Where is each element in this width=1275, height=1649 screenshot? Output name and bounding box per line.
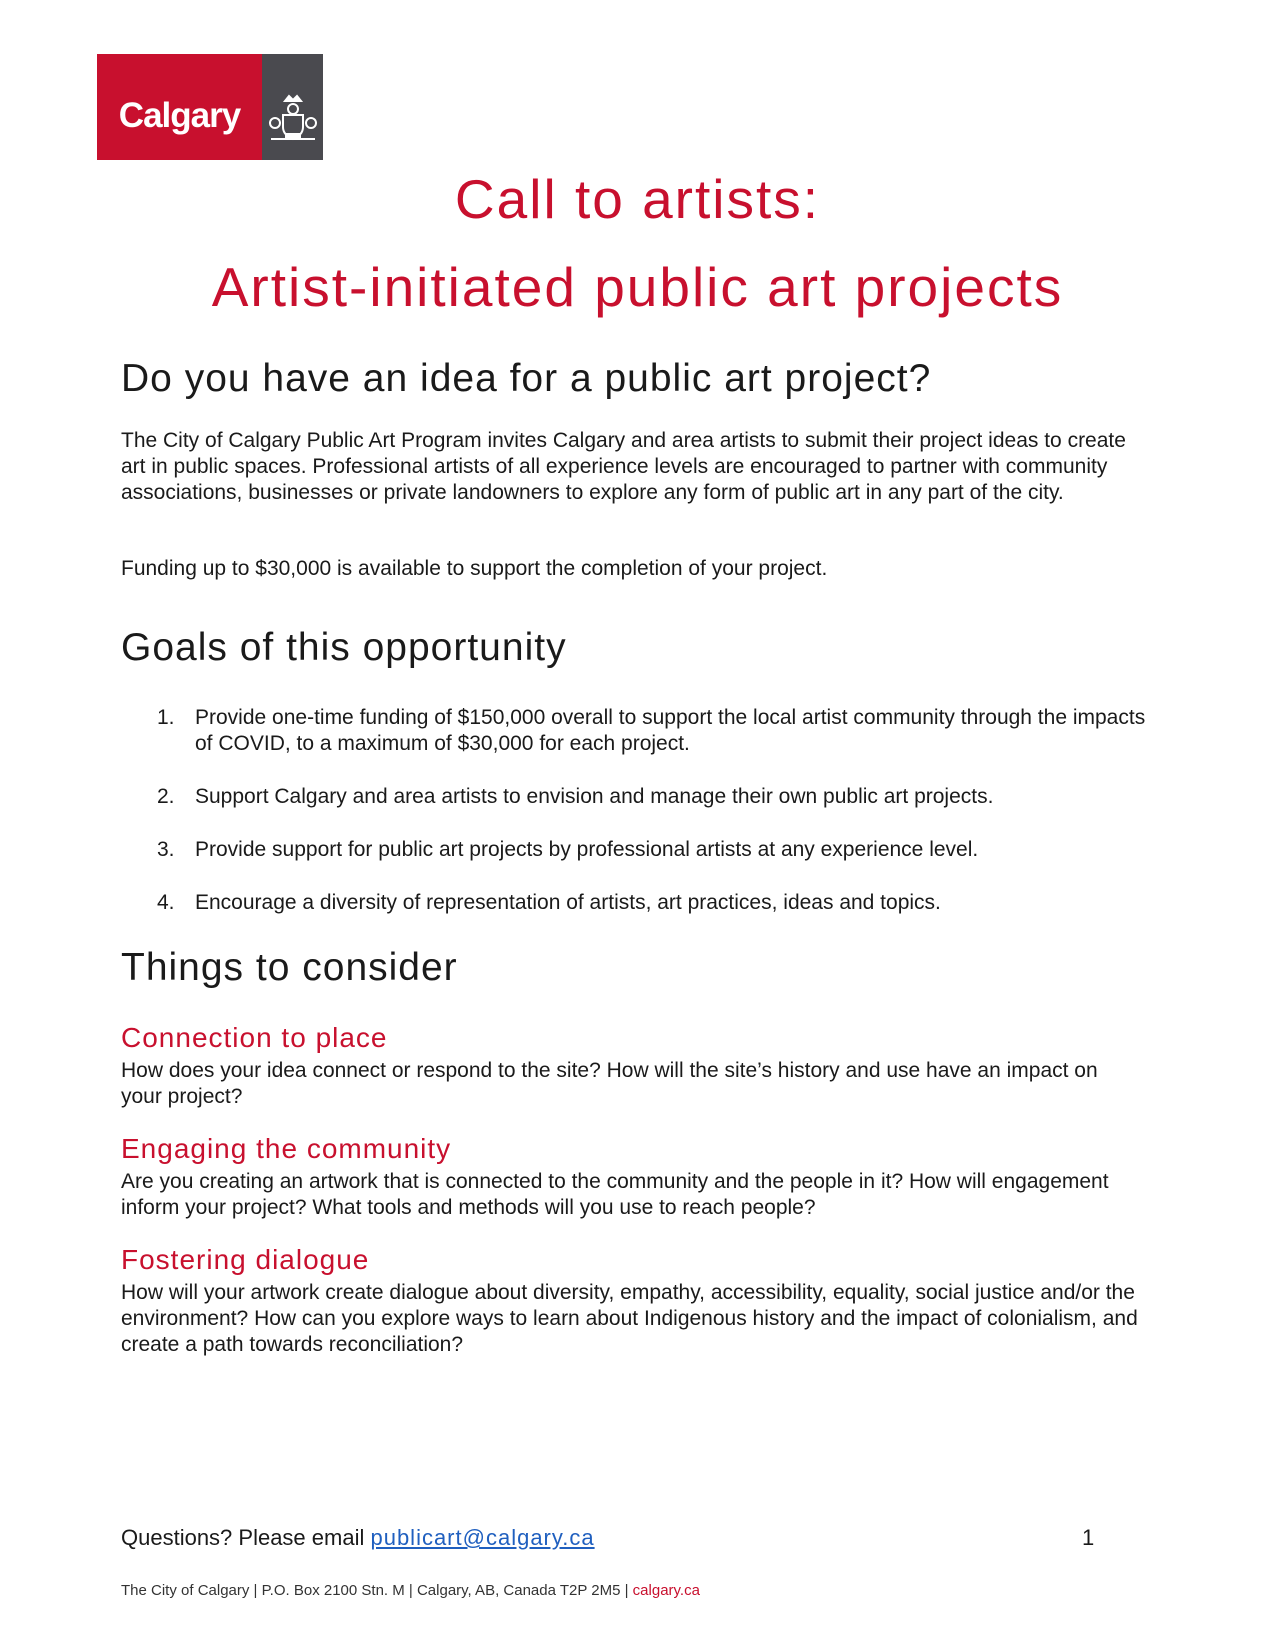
intro-paragraph-2: Funding up to $30,000 is available to support the completion of your project.: [121, 557, 828, 580]
site-name: calgary.ca: [632, 1582, 700, 1599]
title-line-2: Artist-initiated public art projects: [211, 256, 1064, 318]
footer-address: [121, 1582, 700, 1599]
goal-number: 2.: [157, 785, 175, 808]
footer-question: [121, 1525, 595, 1551]
intro-paragraph-1: The City of Calgary Public Art Program invites Calgary and area artists to submit their project ideas to create art in public spaces. Professional artists of all experience levels are encouraged to partner with community associations, businesses or private landowners to explore any form of public art in any part of the city.: [121, 429, 1126, 504]
section-text-engaging: Are you creating an artwork that is connected to the community and the people in it? How will engagement inform your project? What tools and methods will you use to reach people?: [121, 1170, 1109, 1219]
goal-item: [121, 784, 1151, 810]
logo-wordmark: Calgary: [118, 96, 241, 135]
title-line-1: Call to artists:: [454, 168, 821, 230]
goal-item: [121, 705, 1151, 757]
goal-number: 4.: [157, 891, 175, 914]
logo-crest-block: [262, 54, 323, 160]
section-text-connection: How does your idea connect or respond to the site? How will the site’s history and use have an impact on your project?: [121, 1059, 1098, 1108]
goal-item: [121, 890, 1151, 916]
section-title-connection: Connection to place: [121, 1022, 388, 1053]
page-number: 1: [1082, 1525, 1095, 1550]
logo-red-block: [97, 54, 262, 160]
goals-list: [121, 705, 1151, 943]
goal-number: 3.: [157, 838, 175, 861]
address-text: The City of Calgary | P.O. Box 2100 Stn. M | Calgary, AB, Canada T2P 2M5 |: [121, 1582, 633, 1599]
goal-text: Encourage a diversity of representation of artists, art practices, ideas and topics.: [195, 891, 941, 914]
footer-question-text: Questions? Please email: [121, 1525, 371, 1550]
goal-number: 1.: [157, 706, 175, 729]
section-title-engaging: Engaging the community: [121, 1133, 452, 1164]
consider-heading: Things to consider: [121, 946, 458, 989]
goal-text: Provide support for public art projects by professional artists at any experience level.: [195, 838, 979, 861]
goal-item: [121, 837, 1151, 863]
calgary-logo: [97, 54, 323, 160]
intro-heading: Do you have an idea for a public art project?: [121, 357, 932, 400]
city-crest-icon: [267, 93, 319, 151]
email-link[interactable]: publicart@calgary.ca: [370, 1525, 595, 1550]
goal-text: Support Calgary and area artists to envision and manage their own public art projects.: [195, 785, 994, 808]
goals-heading: Goals of this opportunity: [121, 626, 567, 669]
section-text-dialogue: How will your artwork create dialogue about diversity, empathy, accessibility, equality, social justice and/or the environment? How can you explore ways to learn about Indigenous history and the impact of colonialism, and create a path towards reconciliation?: [121, 1281, 1138, 1356]
section-title-dialogue: Fostering dialogue: [121, 1244, 370, 1275]
goal-text: Provide one-time funding of $150,000 overall to support the local artist community through the impacts of COVID, to a maximum of $30,000 for each project.: [195, 706, 1146, 755]
